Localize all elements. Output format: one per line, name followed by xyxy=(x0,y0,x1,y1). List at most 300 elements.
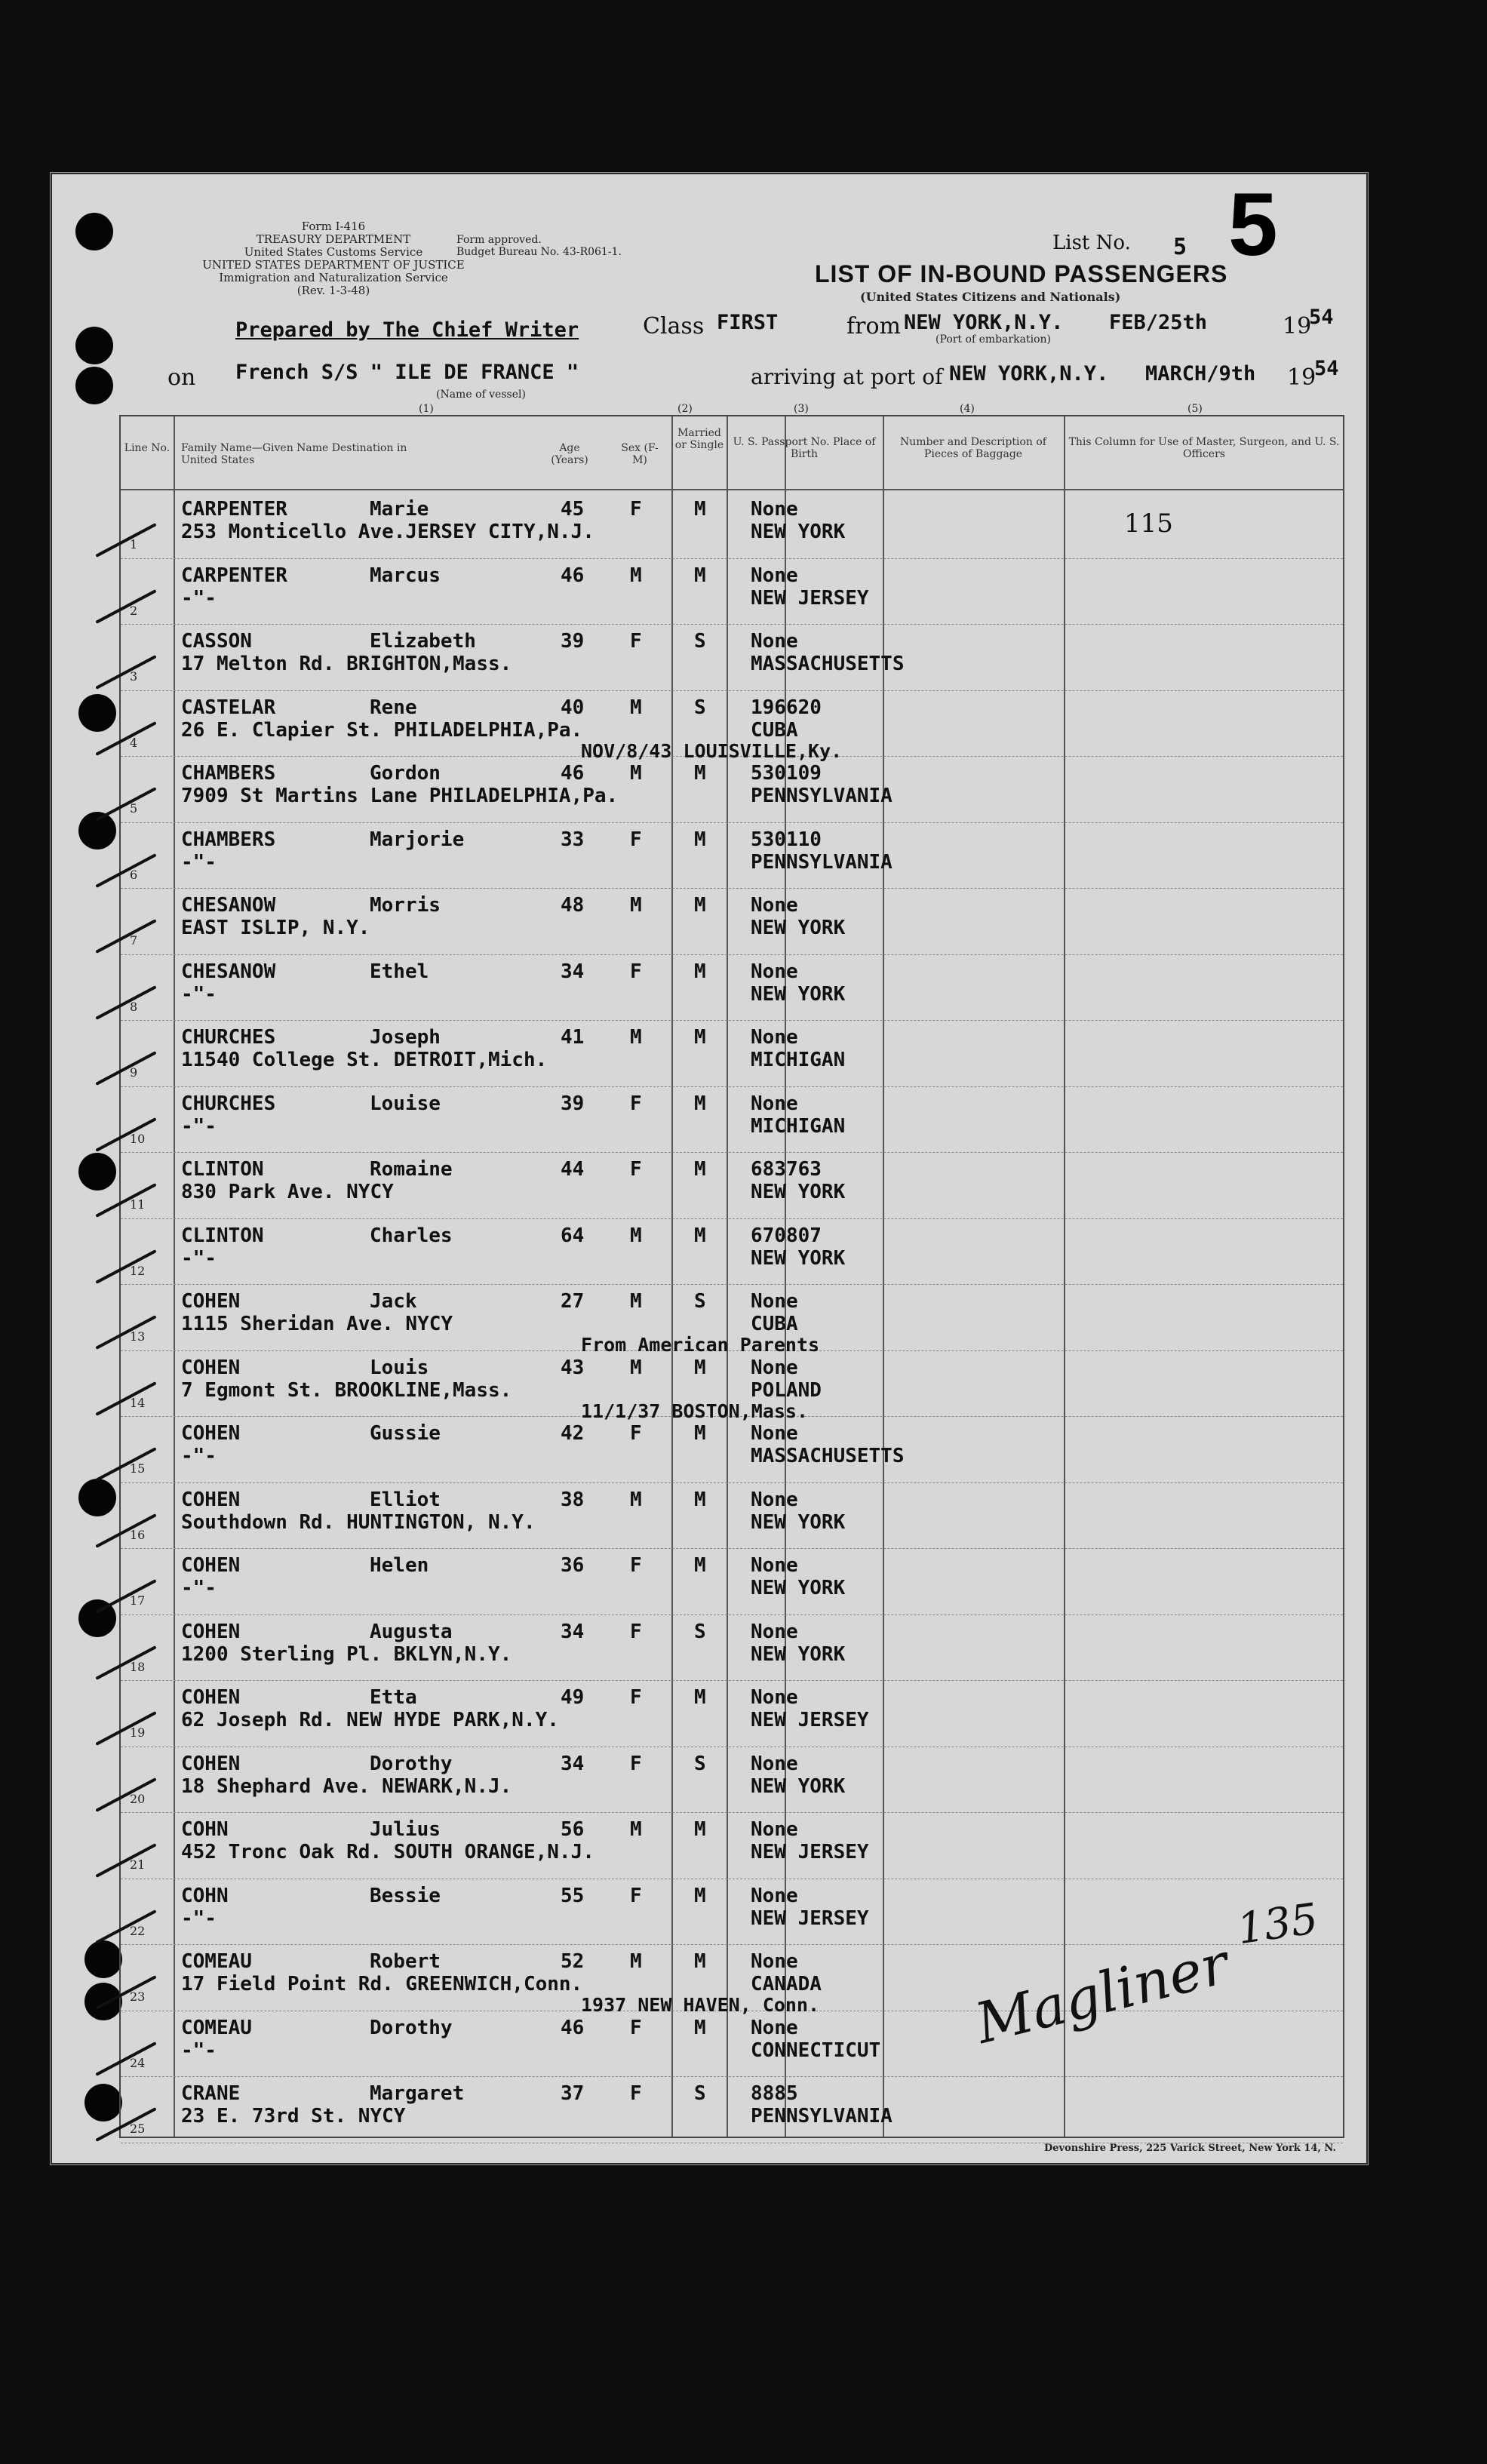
from-port: NEW YORK,N.Y. xyxy=(904,311,1064,334)
line-number: 5 xyxy=(130,801,138,816)
passport-no: None xyxy=(751,960,798,983)
table-row xyxy=(121,492,1343,559)
family-name: CHESANOW xyxy=(181,894,276,917)
family-name: CHURCHES xyxy=(181,1026,276,1049)
sex: M xyxy=(630,696,642,719)
marital-status: M xyxy=(694,498,706,521)
passport-no: 196620 xyxy=(751,696,822,719)
age: 41 xyxy=(561,1026,585,1049)
age: 39 xyxy=(561,630,585,653)
line-number: 3 xyxy=(130,669,138,684)
age: 46 xyxy=(561,762,585,785)
given-name: Bessie xyxy=(370,1884,441,1907)
given-name: Charles xyxy=(370,1224,453,1247)
given-name: Joseph xyxy=(370,1026,441,1049)
destination: 17 Field Point Rd. GREENWICH,Conn. xyxy=(181,1973,583,1995)
sex: M xyxy=(630,564,642,587)
destination: -"- xyxy=(181,1577,217,1599)
destination: 7909 St Martins Lane PHILADELPHIA,Pa. xyxy=(181,785,619,807)
sex: M xyxy=(630,762,642,785)
sex: M xyxy=(630,1950,642,1973)
form-info xyxy=(167,220,499,297)
destination: -"- xyxy=(181,1906,217,1930)
passport-no: 530110 xyxy=(751,828,822,851)
col-num: (5) xyxy=(1187,403,1203,415)
sex: M xyxy=(630,1356,642,1379)
age: 27 xyxy=(561,1290,585,1313)
marital-status: M xyxy=(694,1554,706,1577)
age: 36 xyxy=(561,1554,585,1577)
marital-status: M xyxy=(694,1884,706,1907)
passport-no: None xyxy=(751,1752,798,1775)
col-header-married: Married or Single xyxy=(674,427,724,451)
marital-status: M xyxy=(694,1818,706,1841)
sex: M xyxy=(630,894,642,917)
table-row xyxy=(121,954,1343,1022)
line-number: 2 xyxy=(130,603,138,618)
age: 45 xyxy=(561,498,585,521)
on-label: on xyxy=(167,364,196,391)
passport-no: None xyxy=(751,1026,798,1049)
line-number: 22 xyxy=(130,1923,146,1938)
line-number: 25 xyxy=(130,2121,146,2136)
binder-hole xyxy=(75,213,113,250)
age: 56 xyxy=(561,1818,585,1841)
age: 34 xyxy=(561,960,585,983)
agency-treasury: TREASURY DEPARTMENT xyxy=(256,232,411,246)
family-name: COHEN xyxy=(181,1422,241,1445)
list-no-label: List No. xyxy=(1052,232,1131,254)
age: 42 xyxy=(561,1422,585,1445)
sex: F xyxy=(630,1158,642,1181)
binder-hole xyxy=(78,1479,116,1516)
family-name: CHAMBERS xyxy=(181,828,276,851)
table-row xyxy=(121,1350,1343,1422)
officer-note: 115 xyxy=(1124,508,1173,539)
passport-no: None xyxy=(751,2016,798,2039)
destination: -"- xyxy=(181,1246,217,1270)
year-value: 54 xyxy=(1309,306,1334,329)
port-caption: (Port of embarkation) xyxy=(936,333,1051,346)
marital-status: M xyxy=(694,960,706,983)
passport-no: None xyxy=(751,1620,798,1643)
given-name: Romaine xyxy=(370,1158,453,1181)
sex: F xyxy=(630,1092,642,1115)
age: 55 xyxy=(561,1884,585,1907)
destination: 26 E. Clapier St. PHILADELPHIA,Pa. xyxy=(181,718,583,742)
passport-no: None xyxy=(751,1356,798,1379)
approval-info xyxy=(456,234,622,258)
line-number: 17 xyxy=(130,1593,146,1608)
age: 49 xyxy=(561,1686,585,1709)
marital-status: M xyxy=(694,1686,706,1709)
form-revision: (Rev. 1-3-48) xyxy=(296,284,370,297)
table-row xyxy=(121,888,1343,955)
given-name: Dorothy xyxy=(370,1752,453,1775)
family-name: COHEN xyxy=(181,1356,241,1379)
age: 46 xyxy=(561,2016,585,2039)
table-row xyxy=(121,690,1343,762)
marital-status: S xyxy=(694,1752,706,1775)
age: 52 xyxy=(561,1950,585,1973)
table-row xyxy=(121,1615,1343,1682)
destination: 18 Shephard Ave. NEWARK,N.J. xyxy=(181,1774,512,1798)
officer-signature: Magliner xyxy=(969,1931,1235,2057)
line-number: 9 xyxy=(130,1065,138,1080)
signature-note: 135 xyxy=(1234,1894,1321,1955)
arrival-year: 54 xyxy=(1314,357,1339,380)
table-row xyxy=(121,1812,1343,1879)
col-num: (1) xyxy=(419,403,434,415)
budget-bureau-line: Budget Bureau No. 43-R061-1. xyxy=(456,246,622,258)
sex: F xyxy=(630,1554,642,1577)
naturalization-note: 11/1/37 BOSTON,Mass. xyxy=(581,1399,809,1422)
passport-no: None xyxy=(751,1818,798,1841)
table-row xyxy=(121,1548,1343,1615)
table-row xyxy=(121,1482,1343,1550)
place-of-birth: MASSACHUSETTS xyxy=(751,1445,905,1467)
place-of-birth: NEW YORK xyxy=(751,1577,846,1599)
line-number: 6 xyxy=(130,867,138,882)
table-row xyxy=(121,756,1343,823)
list-subtitle: (United States Citizens and Nationals) xyxy=(860,290,1121,304)
col-header-passport: U. S. Passport No. Place of Birth xyxy=(733,436,876,460)
age: 48 xyxy=(561,894,585,917)
given-name: Dorothy xyxy=(370,2016,453,2039)
family-name: COHEN xyxy=(181,1752,241,1775)
line-number: 4 xyxy=(130,735,138,750)
family-name: COMEAU xyxy=(181,2016,252,2039)
table-row xyxy=(121,1152,1343,1219)
line-number: 20 xyxy=(130,1791,146,1806)
marital-status: M xyxy=(694,564,706,587)
binder-hole xyxy=(84,1983,122,2020)
destination: 830 Park Ave. NYCY xyxy=(181,1181,394,1203)
age: 64 xyxy=(561,1224,585,1247)
family-name: COHN xyxy=(181,1884,229,1907)
place-of-birth: NEW YORK xyxy=(751,1246,846,1270)
marital-status: S xyxy=(694,1290,706,1313)
line-number: 10 xyxy=(130,1131,146,1146)
passport-no: 670807 xyxy=(751,1224,822,1247)
family-name: COHN xyxy=(181,1818,229,1841)
line-number: 1 xyxy=(130,537,138,551)
place-of-birth: MICHIGAN xyxy=(751,1049,846,1071)
destination: 62 Joseph Rd. NEW HYDE PARK,N.Y. xyxy=(181,1709,559,1731)
passport-no: None xyxy=(751,1092,798,1115)
table-row xyxy=(121,1747,1343,1814)
place-of-birth: CUBA xyxy=(751,1313,798,1335)
place-of-birth: NEW JERSEY xyxy=(751,1906,869,1930)
arriving-label: arriving at port of xyxy=(751,364,943,389)
sex: M xyxy=(630,1026,642,1049)
given-name: Marjorie xyxy=(370,828,465,851)
family-name: CHESANOW xyxy=(181,960,276,983)
passport-no: None xyxy=(751,1422,798,1445)
vessel-name: French S/S " ILE DE FRANCE " xyxy=(235,361,579,384)
place-of-birth: MASSACHUSETTS xyxy=(751,653,905,675)
sex: F xyxy=(630,630,642,653)
age: 43 xyxy=(561,1356,585,1379)
marital-status: M xyxy=(694,894,706,917)
place-of-birth: NEW YORK xyxy=(751,982,846,1006)
destination: EAST ISLIP, N.Y. xyxy=(181,917,370,939)
line-number: 15 xyxy=(130,1461,146,1476)
sex: F xyxy=(630,498,642,521)
place-of-birth: CONNECTICUT xyxy=(751,2038,881,2062)
sex: F xyxy=(630,1422,642,1445)
place-of-birth: NEW YORK xyxy=(751,1510,846,1534)
col-header-sex: Sex (F-M) xyxy=(621,442,659,466)
given-name: Ethel xyxy=(370,960,429,983)
sex: F xyxy=(630,960,642,983)
sex: M xyxy=(630,1818,642,1841)
col-header-age: Age (Years) xyxy=(551,442,588,466)
place-of-birth: POLAND xyxy=(751,1378,822,1402)
table-row xyxy=(121,1020,1343,1087)
place-of-birth: NEW YORK xyxy=(751,1774,846,1798)
binder-hole xyxy=(84,2084,122,2121)
place-of-birth: NEW JERSEY xyxy=(751,586,869,610)
col-header-name: Family Name—Given Name Destination in United States xyxy=(181,442,407,466)
list-no-large: 5 xyxy=(1228,175,1278,275)
given-name: Robert xyxy=(370,1950,441,1973)
family-name: CRANE xyxy=(181,2082,241,2105)
marital-status: M xyxy=(694,828,706,851)
marital-status: M xyxy=(694,1356,706,1379)
age: 38 xyxy=(561,1488,585,1511)
marital-status: M xyxy=(694,1092,706,1115)
age: 40 xyxy=(561,696,585,719)
list-title: LIST OF IN-BOUND PASSENGERS xyxy=(815,260,1228,287)
list-no-typed: 5 xyxy=(1173,234,1187,260)
from-label: from xyxy=(846,313,901,339)
naturalization-note: NOV/8/43 LOUISVILLE,Ky. xyxy=(581,739,843,762)
destination: Southdown Rd. HUNTINGTON, N.Y. xyxy=(181,1510,536,1534)
passport-no: None xyxy=(751,630,798,653)
sex: F xyxy=(630,828,642,851)
destination: -"- xyxy=(181,1445,217,1467)
destination: 253 Monticello Ave.JERSEY CITY,N.J. xyxy=(181,521,594,543)
class-value: FIRST xyxy=(717,311,779,334)
line-number: 12 xyxy=(130,1263,146,1278)
destination: -"- xyxy=(181,850,217,874)
binder-hole xyxy=(84,1940,122,1978)
sex: M xyxy=(630,1488,642,1511)
given-name: Louis xyxy=(370,1356,429,1379)
col-num: (3) xyxy=(794,403,809,415)
arrival-date: MARCH/9th xyxy=(1145,362,1256,386)
from-date: FEB/25th xyxy=(1109,311,1208,334)
passport-no: None xyxy=(751,1884,798,1907)
table-row xyxy=(121,558,1343,625)
family-name: CHAMBERS xyxy=(181,762,276,785)
year-prefix: 19 xyxy=(1283,313,1312,339)
marital-status: M xyxy=(694,2016,706,2039)
prepared-by: Prepared by The Chief Writer xyxy=(235,318,579,342)
given-name: Julius xyxy=(370,1818,441,1841)
vessel-caption: (Name of vessel) xyxy=(436,389,526,401)
age: 46 xyxy=(561,564,585,587)
sex: F xyxy=(630,1686,642,1709)
naturalization-note: From American Parents xyxy=(581,1334,820,1356)
family-name: CHURCHES xyxy=(181,1092,276,1115)
passport-no: None xyxy=(751,1290,798,1313)
arrival-year-prefix: 19 xyxy=(1287,364,1316,391)
marital-status: M xyxy=(694,1950,706,1973)
family-name: COHEN xyxy=(181,1488,241,1511)
marital-status: M xyxy=(694,1158,706,1181)
place-of-birth: NEW YORK xyxy=(751,1642,846,1666)
given-name: Louise xyxy=(370,1092,441,1115)
given-name: Elliot xyxy=(370,1488,441,1511)
agency-customs: United States Customs Service xyxy=(244,245,423,259)
marital-status: S xyxy=(694,696,706,719)
class-label: Class xyxy=(643,313,705,339)
form-number: Form I-416 xyxy=(301,220,366,233)
age: 34 xyxy=(561,1620,585,1643)
sex: F xyxy=(630,2082,642,2105)
passport-no: 530109 xyxy=(751,762,822,785)
passport-no: None xyxy=(751,498,798,521)
place-of-birth: PENNSYLVANIA xyxy=(751,2105,893,2128)
binder-hole xyxy=(75,327,113,364)
destination: -"- xyxy=(181,2038,217,2062)
place-of-birth: MICHIGAN xyxy=(751,1114,846,1138)
passport-no: None xyxy=(751,1686,798,1709)
place-of-birth: NEW YORK xyxy=(751,521,846,543)
given-name: Marie xyxy=(370,498,429,521)
family-name: CASTELAR xyxy=(181,696,276,719)
destination: -"- xyxy=(181,586,217,610)
col-num: (2) xyxy=(677,403,693,415)
line-number: 21 xyxy=(130,1857,146,1872)
line-number: 14 xyxy=(130,1395,146,1410)
line-number: 24 xyxy=(130,2055,146,2070)
given-name: Rene xyxy=(370,696,417,719)
family-name: COHEN xyxy=(181,1686,241,1709)
table-row xyxy=(121,1879,1343,1946)
family-name: CARPENTER xyxy=(181,498,287,521)
line-number: 18 xyxy=(130,1659,146,1674)
col-header-officers: This Column for Use of Master, Surgeon, and U. S. Officers xyxy=(1068,436,1340,460)
agency-ins: Immigration and Naturalization Service xyxy=(219,271,448,284)
col-header-line-no: Line No. xyxy=(124,442,171,454)
destination: 17 Melton Rd. BRIGHTON,Mass. xyxy=(181,653,512,675)
destination: -"- xyxy=(181,1114,217,1138)
family-name: CLINTON xyxy=(181,1158,264,1181)
destination: 23 E. 73rd St. NYCY xyxy=(181,2105,406,2128)
table-row xyxy=(121,1284,1343,1356)
destination: -"- xyxy=(181,982,217,1006)
line-number: 13 xyxy=(130,1329,146,1344)
sex: F xyxy=(630,1620,642,1643)
given-name: Gordon xyxy=(370,762,441,785)
printer-footer: Devonshire Press, 225 Varick Street, New York 14, N. xyxy=(1044,2143,1337,2154)
marital-status: M xyxy=(694,1026,706,1049)
given-name: Elizabeth xyxy=(370,630,476,653)
table-row xyxy=(121,1416,1343,1483)
age: 44 xyxy=(561,1158,585,1181)
marital-status: S xyxy=(694,2082,706,2105)
destination: 7 Egmont St. BROOKLINE,Mass. xyxy=(181,1378,512,1402)
sex: F xyxy=(630,1752,642,1775)
col-num: (4) xyxy=(960,403,975,415)
line-number: 8 xyxy=(130,999,138,1014)
family-name: CARPENTER xyxy=(181,564,287,587)
line-number: 19 xyxy=(130,1725,146,1740)
passport-no: None xyxy=(751,894,798,917)
marital-status: M xyxy=(694,1224,706,1247)
place-of-birth: PENNSYLVANIA xyxy=(751,785,893,807)
sex: M xyxy=(630,1290,642,1313)
passport-no: 683763 xyxy=(751,1158,822,1181)
given-name: Marcus xyxy=(370,564,441,587)
marital-status: S xyxy=(694,1620,706,1643)
place-of-birth: CANADA xyxy=(751,1973,822,1995)
passenger-table xyxy=(119,415,1344,2138)
age: 33 xyxy=(561,828,585,851)
family-name: CLINTON xyxy=(181,1224,264,1247)
passport-no: 8885 xyxy=(751,2082,798,2105)
family-name: COHEN xyxy=(181,1554,241,1577)
line-number: 23 xyxy=(130,1989,146,2004)
given-name: Jack xyxy=(370,1290,417,1313)
binder-hole xyxy=(75,367,113,404)
naturalization-note: 1937 NEW HAVEN, Conn. xyxy=(581,1994,820,2016)
col-header-baggage: Number and Description of Pieces of Baggage xyxy=(900,436,1046,460)
place-of-birth: PENNSYLVANIA xyxy=(751,850,893,874)
place-of-birth: NEW YORK xyxy=(751,917,846,939)
given-name: Gussie xyxy=(370,1422,441,1445)
binder-hole xyxy=(78,1153,116,1191)
passport-no: None xyxy=(751,1488,798,1511)
sex: F xyxy=(630,2016,642,2039)
given-name: Morris xyxy=(370,894,441,917)
binder-hole xyxy=(78,694,116,732)
sex: F xyxy=(630,1884,642,1907)
age: 34 xyxy=(561,1752,585,1775)
line-number: 7 xyxy=(130,933,138,948)
header-rule xyxy=(121,489,1343,490)
place-of-birth: CUBA xyxy=(751,718,798,742)
marital-status: M xyxy=(694,1422,706,1445)
table-row xyxy=(121,1218,1343,1286)
marital-status: M xyxy=(694,1488,706,1511)
line-number: 11 xyxy=(130,1197,146,1212)
table-row xyxy=(121,1680,1343,1747)
given-name: Etta xyxy=(370,1686,417,1709)
destination: 452 Tronc Oak Rd. SOUTH ORANGE,N.J. xyxy=(181,1841,594,1863)
table-row xyxy=(121,822,1343,889)
table-row xyxy=(121,1086,1343,1154)
marital-status: S xyxy=(694,630,706,653)
family-name: CASSON xyxy=(181,630,252,653)
age: 39 xyxy=(561,1092,585,1115)
place-of-birth: NEW JERSEY xyxy=(751,1709,869,1731)
family-name: COMEAU xyxy=(181,1950,252,1973)
table-row xyxy=(121,2011,1343,2078)
marital-status: M xyxy=(694,762,706,785)
place-of-birth: NEW YORK xyxy=(751,1181,846,1203)
given-name: Augusta xyxy=(370,1620,453,1643)
family-name: COHEN xyxy=(181,1290,241,1313)
destination: 11540 College St. DETROIT,Mich. xyxy=(181,1049,548,1071)
table-row xyxy=(121,624,1343,691)
agency-justice: UNITED STATES DEPARTMENT OF JUSTICE xyxy=(202,258,465,272)
passport-no: None xyxy=(751,564,798,587)
sex: M xyxy=(630,1224,642,1247)
